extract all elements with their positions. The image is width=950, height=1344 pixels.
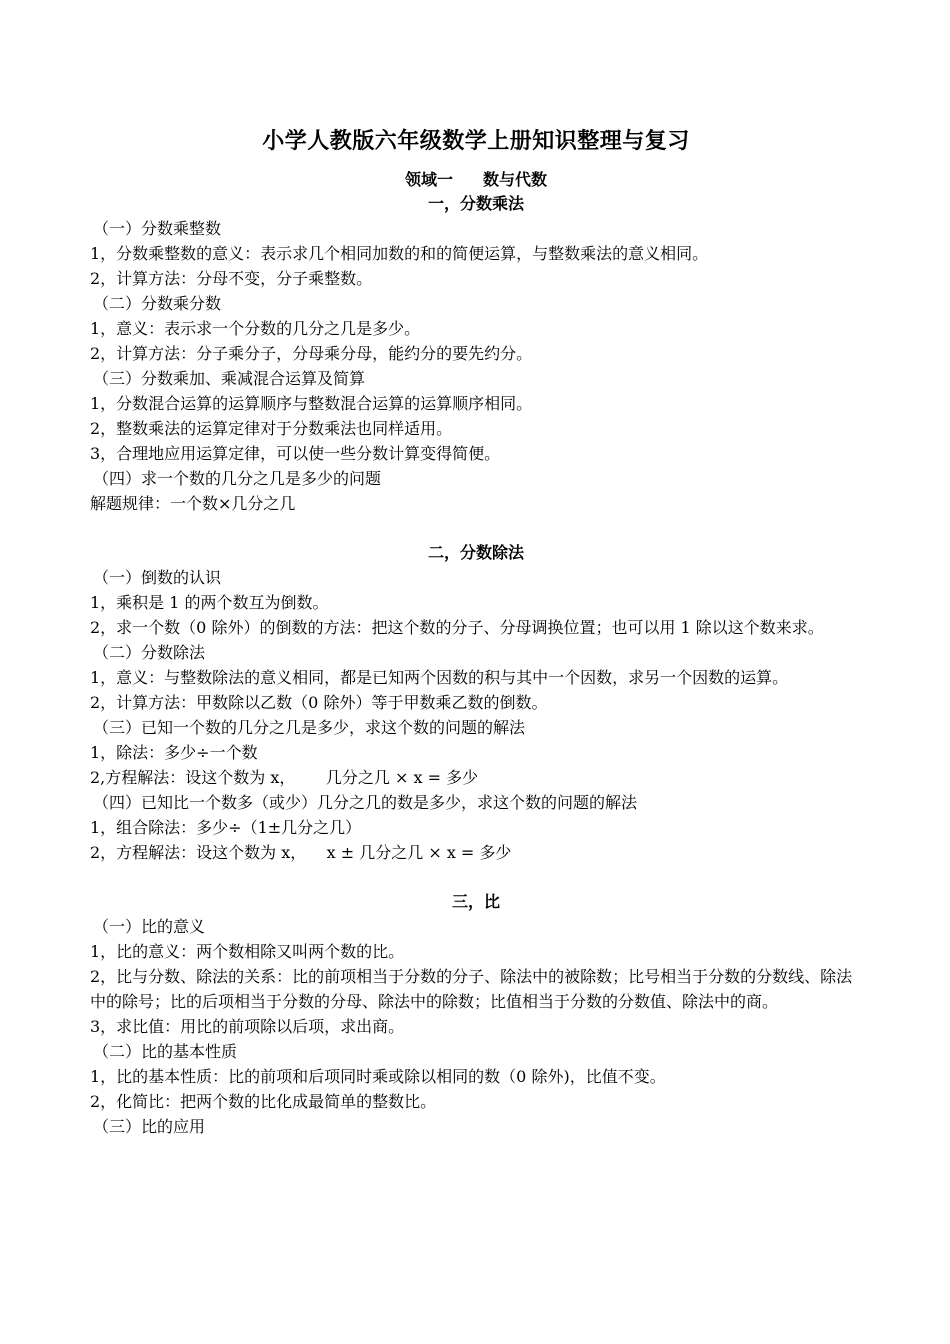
text-line: 1，乘积是 1 的两个数互为倒数。 [90,593,329,612]
text-line: 3，求比值：用比的前项除以后项，求出商。 [90,1017,405,1036]
text-paragraph: 2，比与分数、除法的关系：比的前项相当于分数的分子、除法中的被除数；比号相当于分数的分数线、除法中的除号；比的后项相当于分数的分母、除法中的除数；比值相当于分数的分数值、除法中的商。 [90,967,853,1011]
section-ratio [90,914,862,1139]
subsection-heading: （三）分数乘加、乘减混合运算及简算 [93,369,366,388]
subsection-heading: （三）比的应用 [93,1117,206,1136]
text-line: 1，组合除法：多少÷（1±几分之几） [90,818,362,837]
subsection-heading: （三）已知一个数的几分之几是多少，求这个数的问题的解法 [93,718,526,737]
domain-name: 数与代数 [483,170,548,189]
text-line: 2,方程解法：设这个数为 x， 几分之几 × x = 多少 [90,768,479,787]
section-heading-fraction-division: 二，分数除法 [427,543,524,562]
document-page [90,124,862,1139]
text-line: 解题规律：一个数×几分之几 [90,494,296,513]
text-paragraph: 2，求一个数（0 除外）的倒数的方法：把这个数的分子、分母调换位置；也可以用 1 除以这个数来求。 [90,618,824,637]
section-fraction-multiplication [90,216,862,516]
subsection-heading: （一）分数乘整数 [93,219,222,238]
section-heading-fraction-multiplication: 一，分数乘法 [427,194,524,213]
domain-heading [90,168,862,192]
text-paragraph: 1，意义：与整数除法的意义相同，都是已知两个因数的积与其中一个因数，求另一个因数的运算。 [90,668,789,687]
text-line: 2，化简比：把两个数的比化成最简单的整数比。 [90,1092,437,1111]
subsection-heading: （四）求一个数的几分之几是多少的问题 [93,469,382,488]
text-line: 1，比的意义：两个数相除又叫两个数的比。 [90,942,405,961]
subsection-heading: （二）分数乘分数 [93,294,222,313]
section-heading-ratio: 三，比 [451,892,500,911]
text-line: 2，计算方法：分子乘分子，分母乘分母，能约分的要先约分。 [90,344,533,363]
text-line: 1，意义：表示求一个分数的几分之几是多少。 [90,319,421,338]
page-title: 小学人教版六年级数学上册知识整理与复习 [262,128,690,154]
text-line: 1，除法：多少÷一个数 [90,743,258,762]
subsection-heading: （二）分数除法 [93,643,206,662]
text-line: 3，合理地应用运算定律，可以使一些分数计算变得简便。 [90,444,501,463]
subsection-heading: （一）倒数的认识 [93,568,222,587]
text-line: 1，比的基本性质：比的前项和后项同时乘或除以相同的数（0 除外)，比值不变。 [90,1067,666,1086]
domain-label: 领域一 [404,170,453,189]
text-line: 2，计算方法：分母不变，分子乘整数。 [90,269,373,288]
text-line: 1，分数乘整数的意义：表示求几个相同加数的和的简便运算，与整数乘法的意义相同。 [90,244,709,263]
text-line: 2，整数乘法的运算定律对于分数乘法也同样适用。 [90,419,453,438]
subsection-heading: （一）比的意义 [93,917,206,936]
section-fraction-division [90,565,862,865]
text-line: 1，分数混合运算的运算顺序与整数混合运算的运算顺序相同。 [90,394,533,413]
text-line: 2，计算方法：甲数除以乙数（0 除外）等于甲数乘乙数的倒数。 [90,693,548,712]
subsection-heading: （四）已知比一个数多（或少）几分之几的数是多少，求这个数的问题的解法 [93,793,638,812]
subsection-heading: （二）比的基本性质 [93,1042,238,1061]
text-line: 2，方程解法：设这个数为 x， x ± 几分之几 × x = 多少 [90,843,512,862]
